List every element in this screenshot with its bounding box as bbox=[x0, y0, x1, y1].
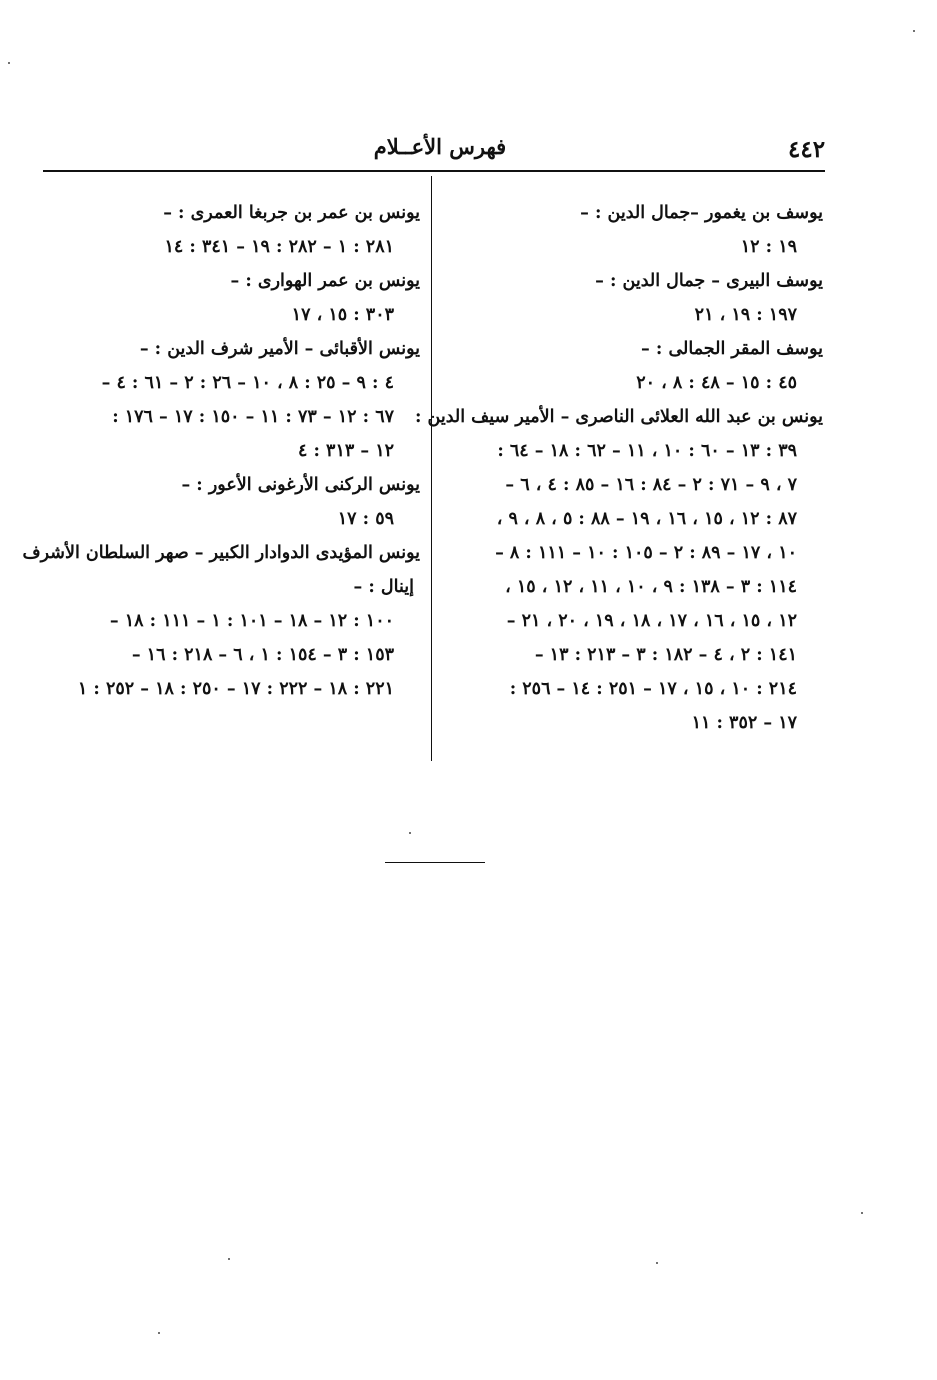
page-number: ٤٤٢ bbox=[788, 136, 826, 163]
entry-page-refs: ٦٧ : ١٢ – ٧٣ : ١١ – ١٥٠ : ١٧ – ١٧٦ : bbox=[112, 407, 394, 427]
entry-name: يونس الركنى الأرغونى الأعور : – bbox=[181, 475, 420, 495]
entry-page-refs: ١٠٠ : ١٢ – ١٨ – ١٠١ : ١ – ١١١ : ١٨ – bbox=[109, 611, 394, 631]
column-divider bbox=[431, 176, 432, 761]
entry-page-refs: ٢٢١ : ١٨ – ٢٢٢ : ١٧ – ٢٥٠ : ١٨ – ٢٥٢ : ١ bbox=[77, 679, 394, 699]
entry-name: إينال : – bbox=[353, 577, 414, 597]
index-entry bbox=[22, 536, 420, 706]
entry-page-refs: ٢١٤ : ١٠ ، ١٥ ، ١٧ – ٢٥١ : ١٤ – ٢٥٦ : bbox=[509, 679, 797, 699]
entry-page-refs: ١٢ – ٣١٣ : ٤ bbox=[297, 441, 394, 461]
scan-speck bbox=[409, 832, 411, 834]
entry-page-refs: ٨٧ : ١٢ ، ١٥ ، ١٦ ، ١٩ – ٨٨ : ٥ ، ٨ ، ٩ ، bbox=[496, 509, 797, 529]
index-entry bbox=[445, 264, 823, 332]
footer-rule bbox=[385, 862, 485, 863]
index-entry bbox=[45, 196, 420, 264]
scan-speck bbox=[861, 1212, 863, 1214]
header-rule bbox=[43, 170, 825, 172]
entry-page-refs: ٥٩ : ١٧ bbox=[337, 509, 394, 529]
index-entry bbox=[45, 264, 420, 332]
entry-page-refs: ٣٠٣ : ١٥ ، ١٧ bbox=[291, 305, 394, 325]
entry-page-refs: ١٢ ، ١٥ ، ١٦ ، ١٧ ، ١٨ ، ١٩ ، ٢٠ ، ٢١ – bbox=[506, 611, 797, 631]
entry-page-refs: ٢٨١ : ١ – ٢٨٢ : ١٩ – ٣٤١ : ١٤ bbox=[164, 237, 394, 257]
right-column bbox=[414, 196, 823, 740]
entry-page-refs: ١٠ ، ١٧ – ٨٩ : ٢ – ١٠٥ : ١٠ – ١١١ : ٨ – bbox=[495, 543, 797, 563]
index-entry bbox=[45, 332, 420, 468]
entry-name: يوسف البيرى – جمال الدين : – bbox=[595, 271, 823, 291]
scan-speck bbox=[228, 1258, 230, 1260]
entry-page-refs: ٧ ، ٩ – ٧١ : ٢ – ٨٤ : ١٦ – ٨٥ : ٤ ، ٦ – bbox=[505, 475, 797, 495]
entry-page-refs: ١٤١ : ٢ ، ٤ – ١٨٢ : ٣ – ٢١٣ : ١٣ – bbox=[534, 645, 797, 665]
scan-speck bbox=[158, 1332, 160, 1334]
entry-name: يونس بن عمر بن جربغا العمرى : – bbox=[163, 203, 420, 223]
entry-name: يونس الأقبائى – الأمير شرف الدين : – bbox=[139, 339, 420, 359]
entry-page-refs: ١١٤ : ٣ – ١٣٨ : ٩ ، ١٠ ، ١١ ، ١٢ ، ١٥ ، bbox=[505, 577, 797, 597]
index-entry bbox=[445, 332, 823, 400]
scan-speck bbox=[656, 1262, 658, 1264]
entry-page-refs: ٤٥ : ١٥ – ٤٨ : ٨ ، ٢٠ bbox=[636, 373, 797, 393]
entry-name: يوسف المقر الجمالى : – bbox=[641, 339, 823, 359]
entry-page-refs: ٣٩ : ١٣ – ٦٠ : ١٠ ، ١١ – ٦٢ : ١٨ – ٦٤ : bbox=[497, 441, 797, 461]
left-column bbox=[22, 196, 420, 706]
running-title: فهرس الأعــلام bbox=[373, 134, 507, 159]
entry-page-refs: ١٧ – ٣٥٢ : ١١ bbox=[691, 713, 797, 733]
entry-name: يونس بن عمر الهوارى : – bbox=[230, 271, 420, 291]
scan-speck bbox=[913, 30, 915, 32]
entry-page-refs: ١٥٣ : ٣ – ١٥٤ : ١ ، ٦ – ٢١٨ : ١٦ – bbox=[131, 645, 394, 665]
entry-name: يوسف بن يغمور –جمال الدين : – bbox=[580, 203, 823, 223]
entry-name: يونس بن عبد الله العلائى الناصرى – الأمير سيف الدين : bbox=[414, 407, 823, 427]
entry-page-refs: ٤ : ٩ – ٢٥ : ٨ ، ١٠ – ٢٦ : ٢ – ٦١ : ٤ – bbox=[101, 373, 394, 393]
scan-speck bbox=[8, 62, 10, 64]
entry-page-refs: ١٩٧ : ١٩ ، ٢١ bbox=[694, 305, 797, 325]
index-entry bbox=[414, 400, 823, 740]
index-entry bbox=[445, 196, 823, 264]
entry-page-refs: ١٩ : ١٢ bbox=[740, 237, 797, 257]
index-entry bbox=[45, 468, 420, 536]
entry-name: يونس المؤيدى الدوادار الكبير – صهر السلطان الأشرف bbox=[22, 543, 420, 563]
